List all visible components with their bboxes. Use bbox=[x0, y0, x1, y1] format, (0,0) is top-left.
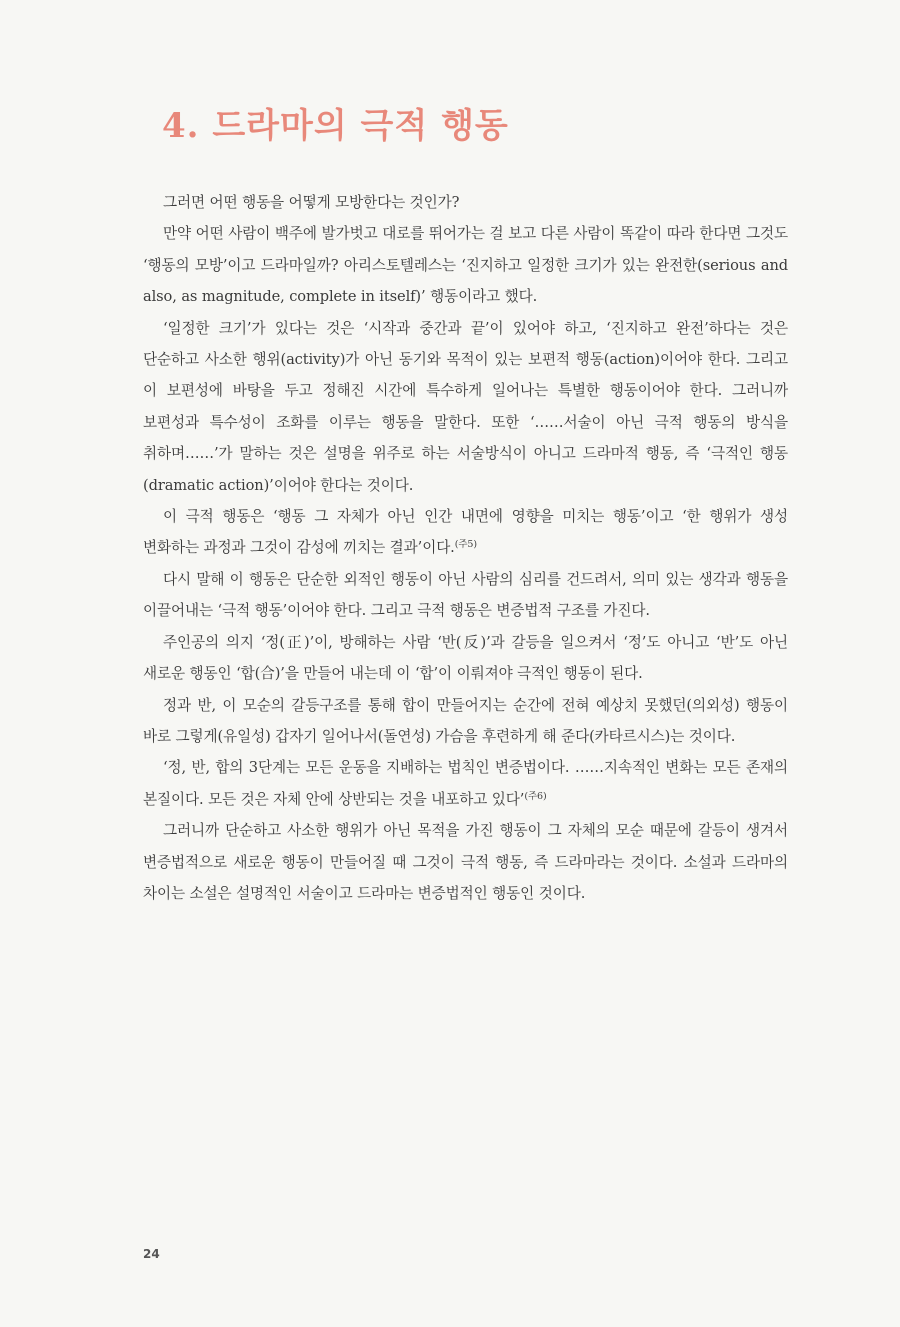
paragraph-text: ‘정, 반, 합의 3단계는 모든 운동을 지배하는 법칙인 변증법이다. ……지속적인 변화는 모든 존재의 본질이다. 모든 것은 자체 안에 상반되는 것을 내포하고 있다’ bbox=[143, 759, 788, 808]
paragraph bbox=[143, 218, 788, 312]
paragraph-text: ‘일정한 크기’가 있다는 것은 ‘시작과 중간과 끝’이 있어야 하고, ‘진지하고 완전’하다는 것은 단순하고 사소한 행위(activity)가 아닌 동기와 목적이 있는 보편적 행동(action)이어야 한다. 그리고 이 보편성에 바탕을 두고 정해진 시간에 특수하게 일어나는 특별한 행동이어야 한다. 그러니까 보편성과 특수성이 조화를 이루는 행동을 말한다. 또한 ‘……서술이 아닌 극적 행동의 방식을 취하며……’가 말하는 것은 설명을 위주로 하는 서술방식이 아니고 드라마적 행동, 즉 ‘극적인 행동(dramatic action)’이어야 한다는 것이다. bbox=[143, 319, 788, 494]
paragraph-text: 만약 어떤 사람이 백주에 발가벗고 대로를 뛰어가는 걸 보고 다른 사람이 똑같이 따라 한다면 그것도 ‘행동의 모방’이고 드라마일까? 아리스토텔레스는 ‘진지하고 일정한 크기가 있는 완전한(serious and also, as magnitude, complete in itself)’ 행동이라고 했다. bbox=[143, 225, 788, 306]
paragraph-text: 이 극적 행동은 ‘행동 그 자체가 아닌 인간 내면에 영향을 미치는 행동’이고 ‘한 행위가 생성 변화하는 과정과 그것이 감성에 끼치는 결과’이다. bbox=[143, 508, 788, 557]
paragraph bbox=[143, 187, 788, 218]
paragraph-text: 그러니까 단순하고 사소한 행위가 아닌 목적을 가진 행동이 그 자체의 모순 때문에 갈등이 생겨서 변증법적으로 새로운 행동이 만들어질 때 그것이 극적 행동, 즉 드라마라는 것이다. 소설과 드라마의 차이는 소설은 설명적인 서술이고 드라마는 변증법적인 행동인 것이다. bbox=[143, 822, 788, 902]
footnote-ref: (주6) bbox=[524, 790, 547, 802]
paragraph bbox=[143, 815, 788, 909]
paragraph-text: 정과 반, 이 모순의 갈등구조를 통해 합이 만들어지는 순간에 전혀 예상치 못했던(의외성) 행동이 바로 그렇게(유일성) 갑자기 일어나서(돌연성) 가슴을 후련하게 해 준다(카타르시스)는 것이다. bbox=[143, 696, 788, 745]
body-text bbox=[143, 187, 788, 909]
paragraph bbox=[143, 313, 788, 501]
paragraph-text: 다시 말해 이 행동은 단순한 외적인 행동이 아닌 사람의 심리를 건드려서, 의미 있는 생각과 행동을 이끌어내는 ‘극적 행동’이어야 한다. 그리고 극적 행동은 변증법적 구조를 가진다. bbox=[143, 570, 788, 620]
paragraph-text: 주인공의 의지 ‘정(正)’이, 방해하는 사람 ‘반(反)’과 갈등을 일으켜서 ‘정’도 아니고 ‘반’도 아닌 새로운 행동인 ‘합(合)’을 만들어 내는데 이 ‘합’이 이뤄져야 극적인 행동이 된다. bbox=[143, 633, 788, 683]
paragraph bbox=[143, 501, 788, 564]
paragraph bbox=[143, 752, 788, 815]
section-title: 4. 드라마의 극적 행동 bbox=[162, 106, 509, 146]
paragraph bbox=[143, 690, 788, 753]
paragraph bbox=[143, 564, 788, 627]
footnote-ref: (주5) bbox=[454, 539, 477, 551]
paragraph bbox=[143, 627, 788, 690]
paragraph-text: 그러면 어떤 행동을 어떻게 모방한다는 것인가? bbox=[163, 194, 460, 211]
page-number: 24 bbox=[143, 1247, 160, 1261]
